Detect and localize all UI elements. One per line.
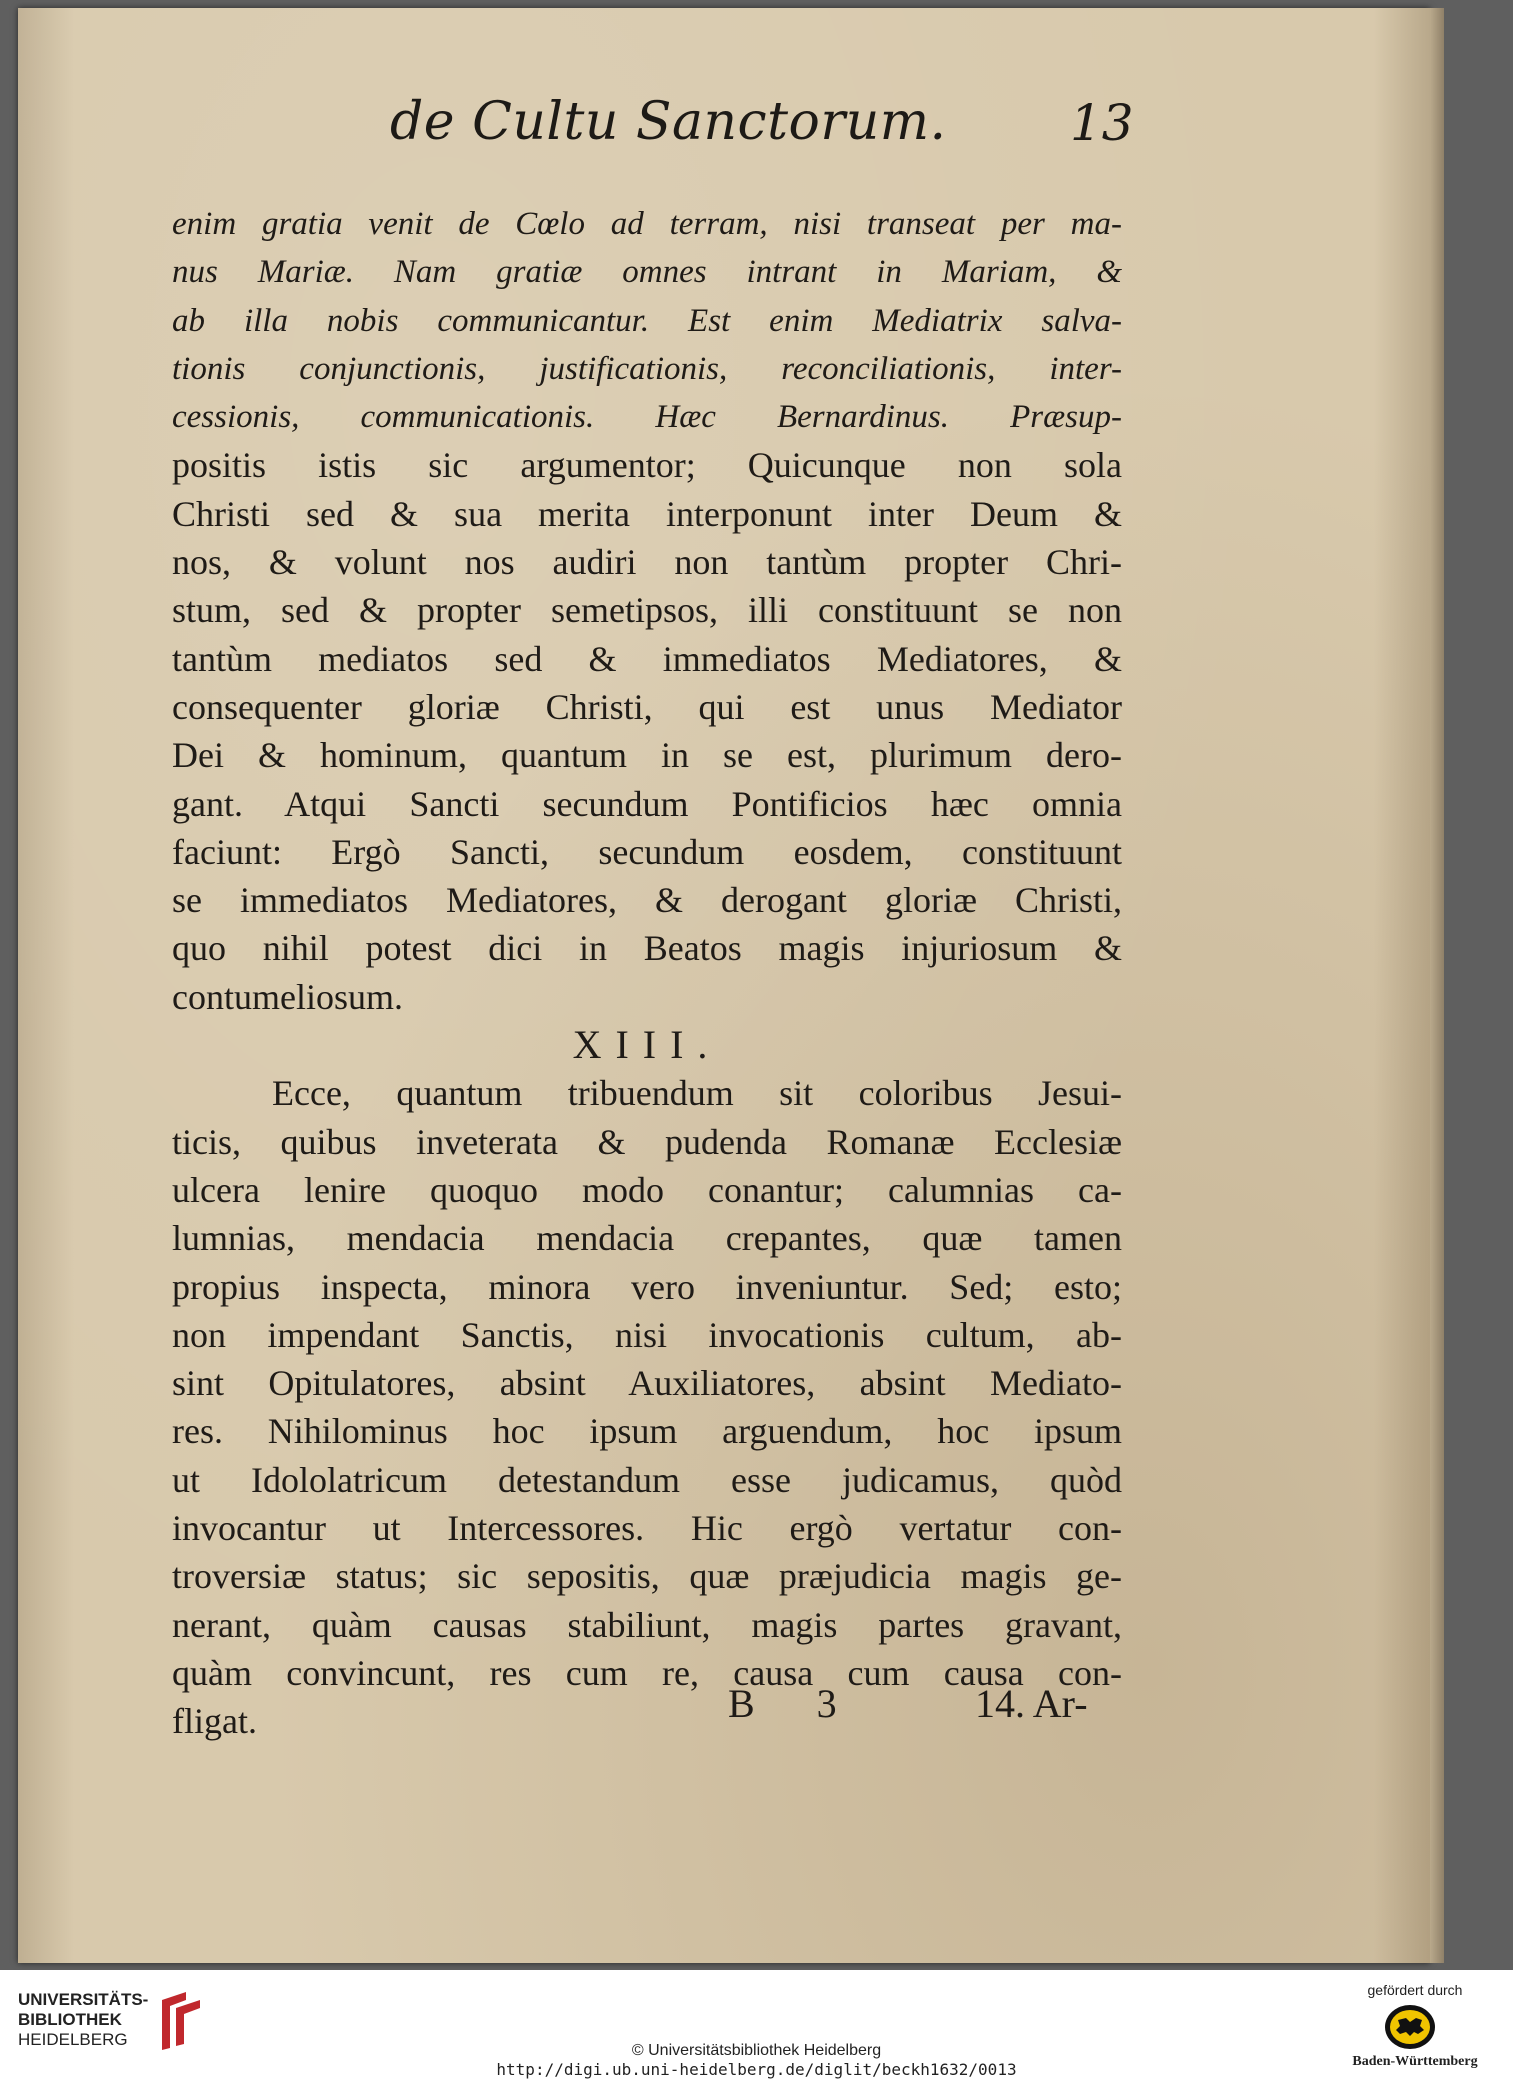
text-line: gant. Atqui Sancti secundum Pontificios hæc omnia (172, 783, 1122, 824)
section-heading: XIII. (572, 1022, 722, 1068)
text-line: tionis conjunctionis, justificationis, reconciliationis, inter- (172, 350, 1122, 387)
page-edge (1430, 8, 1444, 1963)
text-line: invocantur ut Intercessores. Hic ergò vertatur con- (172, 1508, 1122, 1549)
text-line: lumnias, mendacia mendacia crepantes, quæ tamen (172, 1218, 1122, 1259)
text-line: consequenter gloriæ Christi, qui est unus Mediator (172, 686, 1122, 727)
text-line: fligat. (172, 1701, 257, 1742)
text-line: nus Mariæ. Nam gratiæ omnes intrant in Mariam, & (172, 254, 1122, 291)
copyright-notice: © Universitätsbibliothek Heidelberg (631, 2042, 882, 2059)
text-line: troversiæ status; sic sepositis, quæ præjudicia magis ge- (172, 1556, 1122, 1597)
text-line: ab illa nobis communicantur. Est enim Mediatrix salva- (172, 302, 1122, 339)
text-line: quàm convincunt, res cum re, causa cum causa con- (172, 1652, 1122, 1693)
text-line: ulcera lenire quoquo modo conantur; calumnias ca- (172, 1169, 1122, 1210)
text-line: sint Opitulatores, absint Auxiliatores, absint Mediato- (172, 1363, 1122, 1404)
page-number: 13 (1070, 94, 1134, 152)
catchword: 14. Ar- (975, 1681, 1088, 1726)
library-logo-text[interactable] (18, 1990, 148, 2050)
text-line: cessionis, communicationis. Hæc Bernardinus. Præsup- (172, 399, 1122, 436)
text-line: nos, & volunt nos audiri non tantùm propter Chri- (172, 542, 1122, 583)
library-name-line-2: BIBLIOTHEK (18, 2010, 122, 2029)
funder-name: Baden-Württemberg (1352, 2054, 1478, 2069)
baden-wuerttemberg-crest-icon (1384, 2004, 1436, 2050)
library-name-line-1: UNIVERSITÄTS- (18, 1990, 149, 2009)
text-line: ut Idololatricum detestandum esse judicamus, quòd (172, 1459, 1122, 1500)
main-text (172, 200, 1122, 1746)
text-line: Christi sed & sua merita interponunt inter Deum & (172, 493, 1122, 534)
text-line: tantùm mediatos sed & immediatos Mediatores, & (172, 638, 1122, 679)
text-line: ticis, quibus inveterata & pudenda Romanæ Ecclesiæ (172, 1121, 1122, 1162)
text-line: res. Nihilominus hoc ipsum arguendum, hoc ipsum (172, 1411, 1122, 1452)
text-line: Ecce, quantum tribuendum sit coloribus Jesui- (272, 1073, 1122, 1114)
library-name-line-3: HEIDELBERG (18, 2030, 128, 2049)
signature-mark: B 3 (728, 1681, 863, 1726)
text-line: enim gratia venit de Cœlo ad terram, nisi transeat per ma- (172, 206, 1122, 242)
text-line: contumeliosum. (172, 976, 403, 1017)
permalink[interactable]: http://digi.ub.uni-heidelberg.de/diglit/beckh1632/0013 (496, 2060, 1017, 2079)
text-line: stum, sed & propter semetipsos, illi constituunt se non (172, 590, 1122, 631)
funded-by-label: gefördert durch (1367, 1982, 1463, 1998)
text-line: propius inspecta, minora vero inveniuntur. Sed; esto; (172, 1266, 1122, 1307)
text-line: nerant, quàm causas stabiliunt, magis partes gravant, (172, 1604, 1122, 1645)
text-line: non impendant Sanctis, nisi invocationis cultum, ab- (172, 1314, 1122, 1355)
text-line: faciunt: Ergò Sancti, secundum eosdem, constituunt (172, 831, 1122, 872)
text-line: se immediatos Mediatores, & derogant gloriæ Christi, (172, 880, 1122, 921)
text-line: Dei & hominum, quantum in se est, plurimum dero- (172, 735, 1122, 776)
running-head: de Cultu Sanctorum. (390, 92, 947, 152)
text-line: positis istis sic argumentor; Quicunque non sola (172, 445, 1122, 486)
text-line: quo nihil potest dici in Beatos magis injuriosum & (172, 928, 1122, 969)
